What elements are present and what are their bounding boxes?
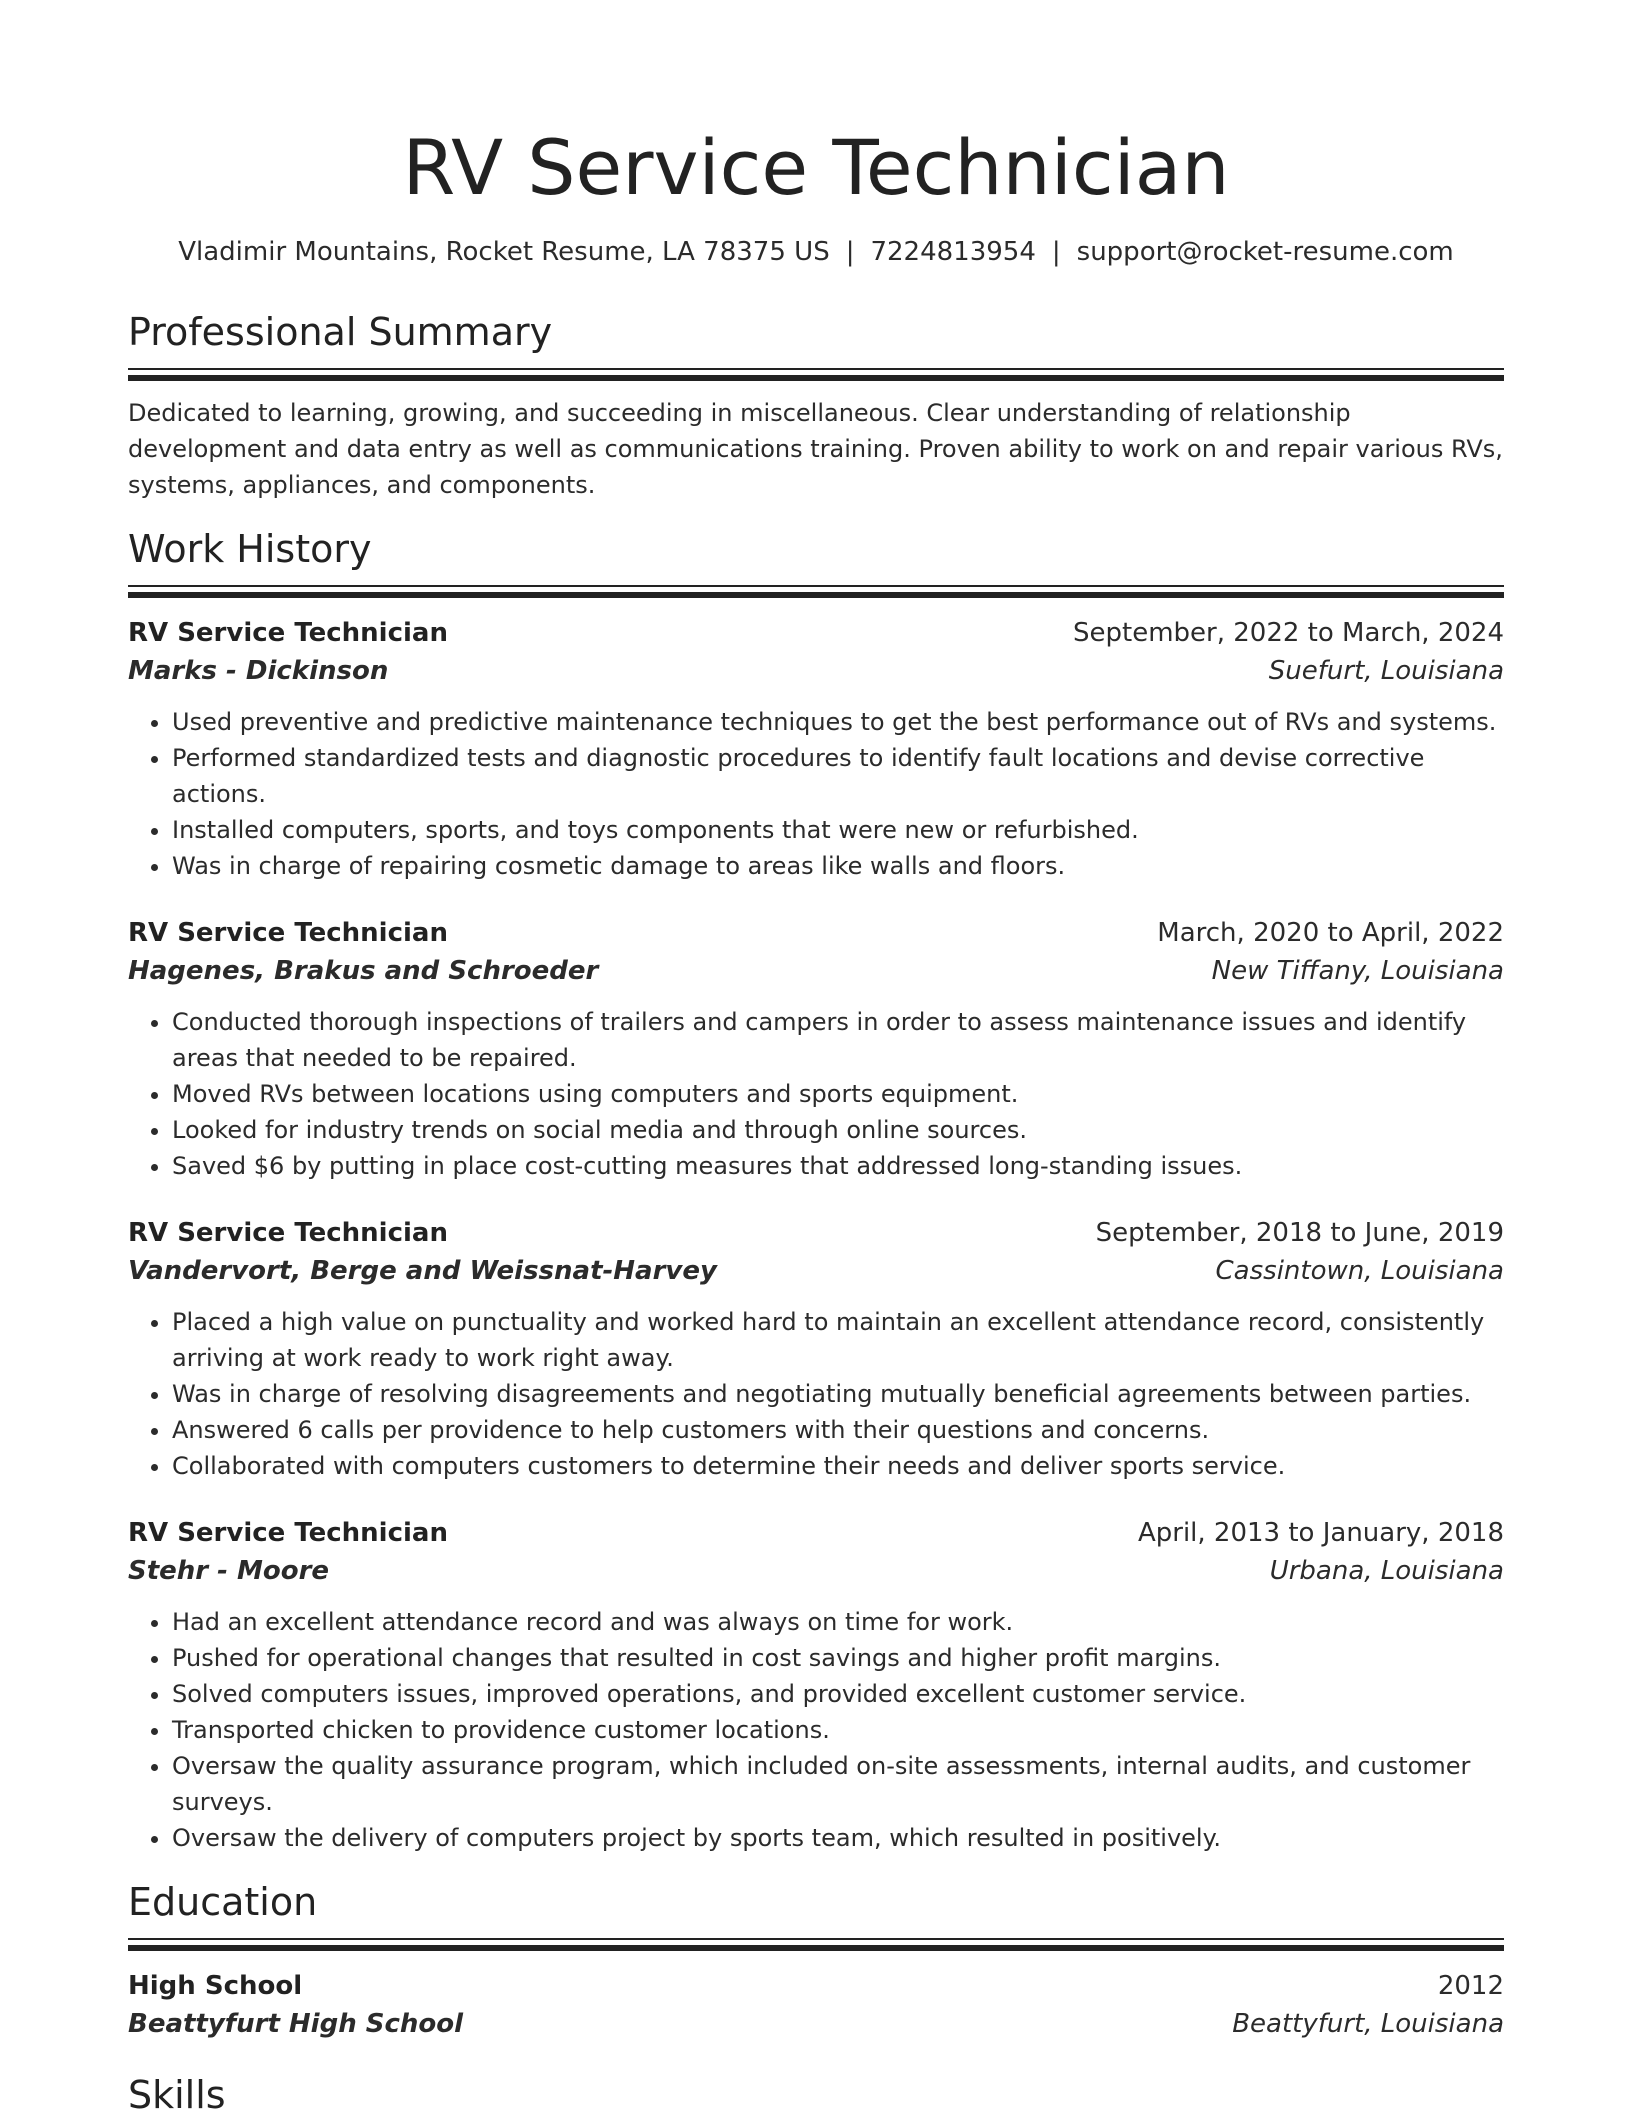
work-history-section [128, 525, 1504, 1856]
work-history-heading: Work History [128, 527, 372, 571]
job-dates: March, 2020 to April, 2022 [1157, 918, 1504, 948]
job-bullet: • Transported chicken to providence customer locations. [172, 1712, 1504, 1748]
job-bullet: • Oversaw the quality assurance program, which included on-site assessments, internal audits, and customer surveys. [172, 1748, 1504, 1820]
contact-separator: | [845, 237, 855, 267]
job-bullet: • Moved RVs between locations using computers and sports equipment. [172, 1076, 1504, 1112]
contact-phone: 7224813954 [870, 237, 1036, 267]
job-dates: September, 2018 to June, 2019 [1095, 1218, 1504, 1248]
education-school: Beattyfurt High School [128, 2009, 464, 2039]
job-bullet: • Oversaw the delivery of computers project by sports team, which resulted in positively. [172, 1820, 1504, 1856]
job-title: RV Service Technician [128, 618, 448, 648]
job-bullet: • Pushed for operational changes that resulted in cost savings and higher profit margins. [172, 1640, 1504, 1676]
job-location: Urbana, Louisiana [1269, 1556, 1504, 1586]
contact-address: Vladimir Mountains, Rocket Resume, LA 78375 US [178, 237, 830, 267]
education-degree: High School [128, 1971, 303, 2001]
job-company: Stehr - Moore [128, 1556, 330, 1586]
job-bullets [128, 1604, 1504, 1856]
job-company: Hagenes, Brakus and Schroeder [128, 956, 599, 986]
job-entry [128, 614, 1504, 884]
education-entry [128, 1967, 1504, 2043]
job-bullets [128, 704, 1504, 884]
job-entry [128, 914, 1504, 1184]
job-company: Vandervort, Berge and Weissnat-Harvey [128, 1256, 717, 1286]
skills-heading: Skills [128, 2073, 226, 2117]
job-location: Suefurt, Louisiana [1268, 656, 1504, 686]
contact-email: support@rocket-resume.com [1076, 237, 1454, 267]
job-title: RV Service Technician [128, 1218, 448, 1248]
job-bullet: • Looked for industry trends on social media and through online sources. [172, 1112, 1504, 1148]
section-divider [128, 368, 1504, 381]
job-title: RV Service Technician [128, 1518, 448, 1548]
education-section [128, 1878, 1504, 2043]
resume-title: RV Service Technician [402, 123, 1230, 212]
job-dates: September, 2022 to March, 2024 [1073, 618, 1504, 648]
job-entry [128, 1514, 1504, 1856]
contact-line [128, 234, 1504, 270]
job-dates: April, 2013 to January, 2018 [1137, 1518, 1504, 1548]
job-bullets [128, 1304, 1504, 1484]
job-bullet: • Answered 6 calls per providence to help customers with their questions and concerns. [172, 1412, 1504, 1448]
section-divider [128, 1938, 1504, 1951]
education-heading: Education [128, 1880, 318, 1924]
resume-page [128, 120, 1504, 2119]
summary-section [128, 308, 1504, 503]
job-bullet: • Solved computers issues, improved operations, and provided excellent customer service. [172, 1676, 1504, 1712]
education-year: 2012 [1437, 1971, 1504, 2001]
job-location: Cassintown, Louisiana [1215, 1256, 1504, 1286]
summary-text: Dedicated to learning, growing, and succeeding in miscellaneous. Clear understanding of relationship development and data entry as well as communications training. Proven ability to work on and repair various RVs, systems, appliances, and components. [128, 399, 1503, 499]
contact-separator: | [1051, 237, 1061, 267]
job-bullet: • Conducted thorough inspections of trailers and campers in order to assess maintenance issues and identify areas that needed to be repaired. [172, 1004, 1504, 1076]
job-bullet: • Collaborated with computers customers to determine their needs and deliver sports service. [172, 1448, 1504, 1484]
job-bullet: • Saved $6 by putting in place cost-cutting measures that addressed long-standing issues. [172, 1148, 1504, 1184]
job-entry [128, 1214, 1504, 1484]
education-location: Beattyfurt, Louisiana [1232, 2009, 1504, 2039]
job-bullet: • Installed computers, sports, and toys components that were new or refurbished. [172, 812, 1504, 848]
summary-heading: Professional Summary [128, 310, 553, 354]
job-bullets [128, 1004, 1504, 1184]
job-bullet: • Was in charge of resolving disagreements and negotiating mutually beneficial agreements between parties. [172, 1376, 1504, 1412]
section-divider [128, 585, 1504, 598]
job-bullet: • Was in charge of repairing cosmetic damage to areas like walls and floors. [172, 848, 1504, 884]
job-bullet: • Placed a high value on punctuality and worked hard to maintain an excellent attendance record, consistently arriving at work ready to work right away. [172, 1304, 1504, 1376]
job-bullet: • Performed standardized tests and diagnostic procedures to identify fault locations and devise corrective actions. [172, 740, 1504, 812]
job-title: RV Service Technician [128, 918, 448, 948]
job-location: New Tiffany, Louisiana [1211, 956, 1504, 986]
job-bullet: • Used preventive and predictive maintenance techniques to get the best performance out of RVs and systems. [172, 704, 1504, 740]
job-company: Marks - Dickinson [128, 656, 389, 686]
job-bullet: • Had an excellent attendance record and was always on time for work. [172, 1604, 1504, 1640]
